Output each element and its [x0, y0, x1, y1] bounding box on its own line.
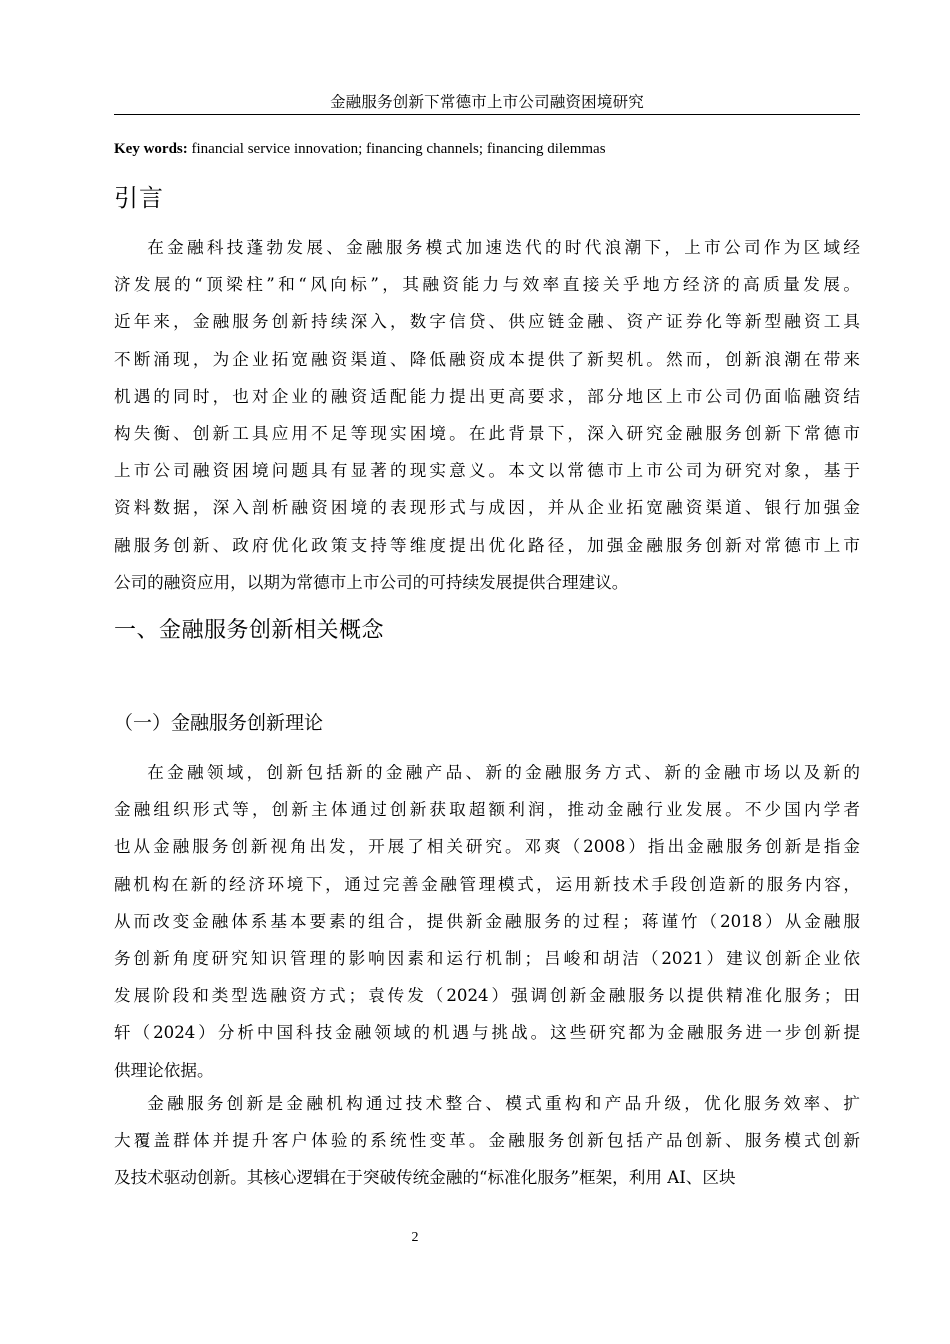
paragraph-line: 资料数据，深入剖析融资困境的表现形式与成因，并从企业拓宽融资渠道、银行加强金	[114, 498, 860, 518]
intro-paragraph	[114, 229, 860, 601]
paragraph-line: 上市公司融资困境问题具有显著的现实意义。本文以常德市上市公司为研究对象，基于	[114, 461, 860, 481]
paragraph-line: 发展阶段和类型选融资方式；袁传发（2024）强调创新金融服务以提供精准化服务；田	[114, 986, 860, 1006]
paragraph-line: 金融组织形式等，创新主体通过创新获取超额利润，推动金融行业发展。不少国内学者	[114, 800, 860, 820]
header-divider	[114, 114, 860, 115]
paragraph-line: 大覆盖群体并提升客户体验的系统性变革。金融服务创新包括产品创新、服务模式创新	[114, 1131, 860, 1151]
paragraph-line: 从而改变金融体系基本要素的组合，提供新金融服务的过程；蒋谨竹（2018）从金融服	[114, 911, 860, 931]
paragraph-line: 轩（2024）分析中国科技金融领域的机遇与挑战。这些研究都为金融服务进一步创新提	[114, 1023, 860, 1043]
paragraph-line: 在金融科技蓬勃发展、金融服务模式加速迭代的时代浪潮下，上市公司作为区域经	[147, 238, 860, 257]
paragraph-line: 金融服务创新是金融机构通过技术整合、模式重构和产品升级，优化服务效率、扩	[147, 1094, 860, 1113]
keywords-text: financial service innovation; financing channels; financing dilemmas	[187, 141, 606, 157]
paragraph-line: 机遇的同时，也对企业的融资适配能力提出更高要求，部分地区上市公司仍面临融资结	[114, 386, 860, 406]
paragraph-line: 济发展的“顶梁柱”和“风向标”，其融资能力与效率直接关乎地方经济的高质量发展。	[114, 275, 860, 295]
page-number: 2	[411, 1230, 419, 1245]
paragraph-line: 构失衡、创新工具应用不足等现实困境。在此背景下，深入研究金融服务创新下常德市	[114, 424, 860, 444]
paragraph-line: 在金融领域，创新包括新的金融产品、新的金融服务方式、新的金融市场以及新的	[147, 763, 860, 782]
paragraph-line: 近年来，金融服务创新持续深入，数字信贷、供应链金融、资产证券化等新型融资工具	[114, 312, 860, 332]
running-header-title: 金融服务创新下常德市上市公司融资困境研究	[329, 93, 644, 111]
paragraph-line: 务创新角度研究知识管理的影响因素和运行机制；吕峻和胡洁（2021）建议创新企业依	[114, 949, 860, 969]
subsection-1-paragraph-2	[114, 1085, 860, 1197]
paragraph-line: 及技术驱动创新。其核心逻辑在于突破传统金融的“标准化服务”框架，利用 AI、区块	[114, 1168, 736, 1188]
keywords-label: Key words:	[114, 141, 188, 157]
subsection-1-heading: （一）金融服务创新理论	[114, 712, 324, 734]
paragraph-line: 融服务创新、政府优化政策支持等维度提出优化路径，加强金融服务创新对常德市上市	[114, 535, 860, 555]
section-1-heading: 一、金融服务创新相关概念	[114, 618, 385, 643]
paragraph-line: 融机构在新的经济环境下，通过完善金融管理模式，运用新技术手段创造新的服务内容，	[114, 874, 860, 894]
paragraph-line: 供理论依据。	[114, 1060, 214, 1080]
paragraph-line: 公司的融资应用，以期为常德市上市公司的可持续发展提供合理建议。	[114, 572, 629, 592]
paragraph-line: 也从金融服务创新视角出发，开展了相关研究。邓爽（2008）指出金融服务创新是指金	[114, 837, 860, 857]
paragraph-line: 不断涌现，为企业拓宽融资渠道、降低融资成本提供了新契机。然而，创新浪潮在带来	[114, 349, 860, 369]
intro-heading: 引言	[114, 184, 164, 212]
keywords-line	[114, 139, 860, 159]
subsection-1-paragraph-1	[114, 754, 860, 1089]
